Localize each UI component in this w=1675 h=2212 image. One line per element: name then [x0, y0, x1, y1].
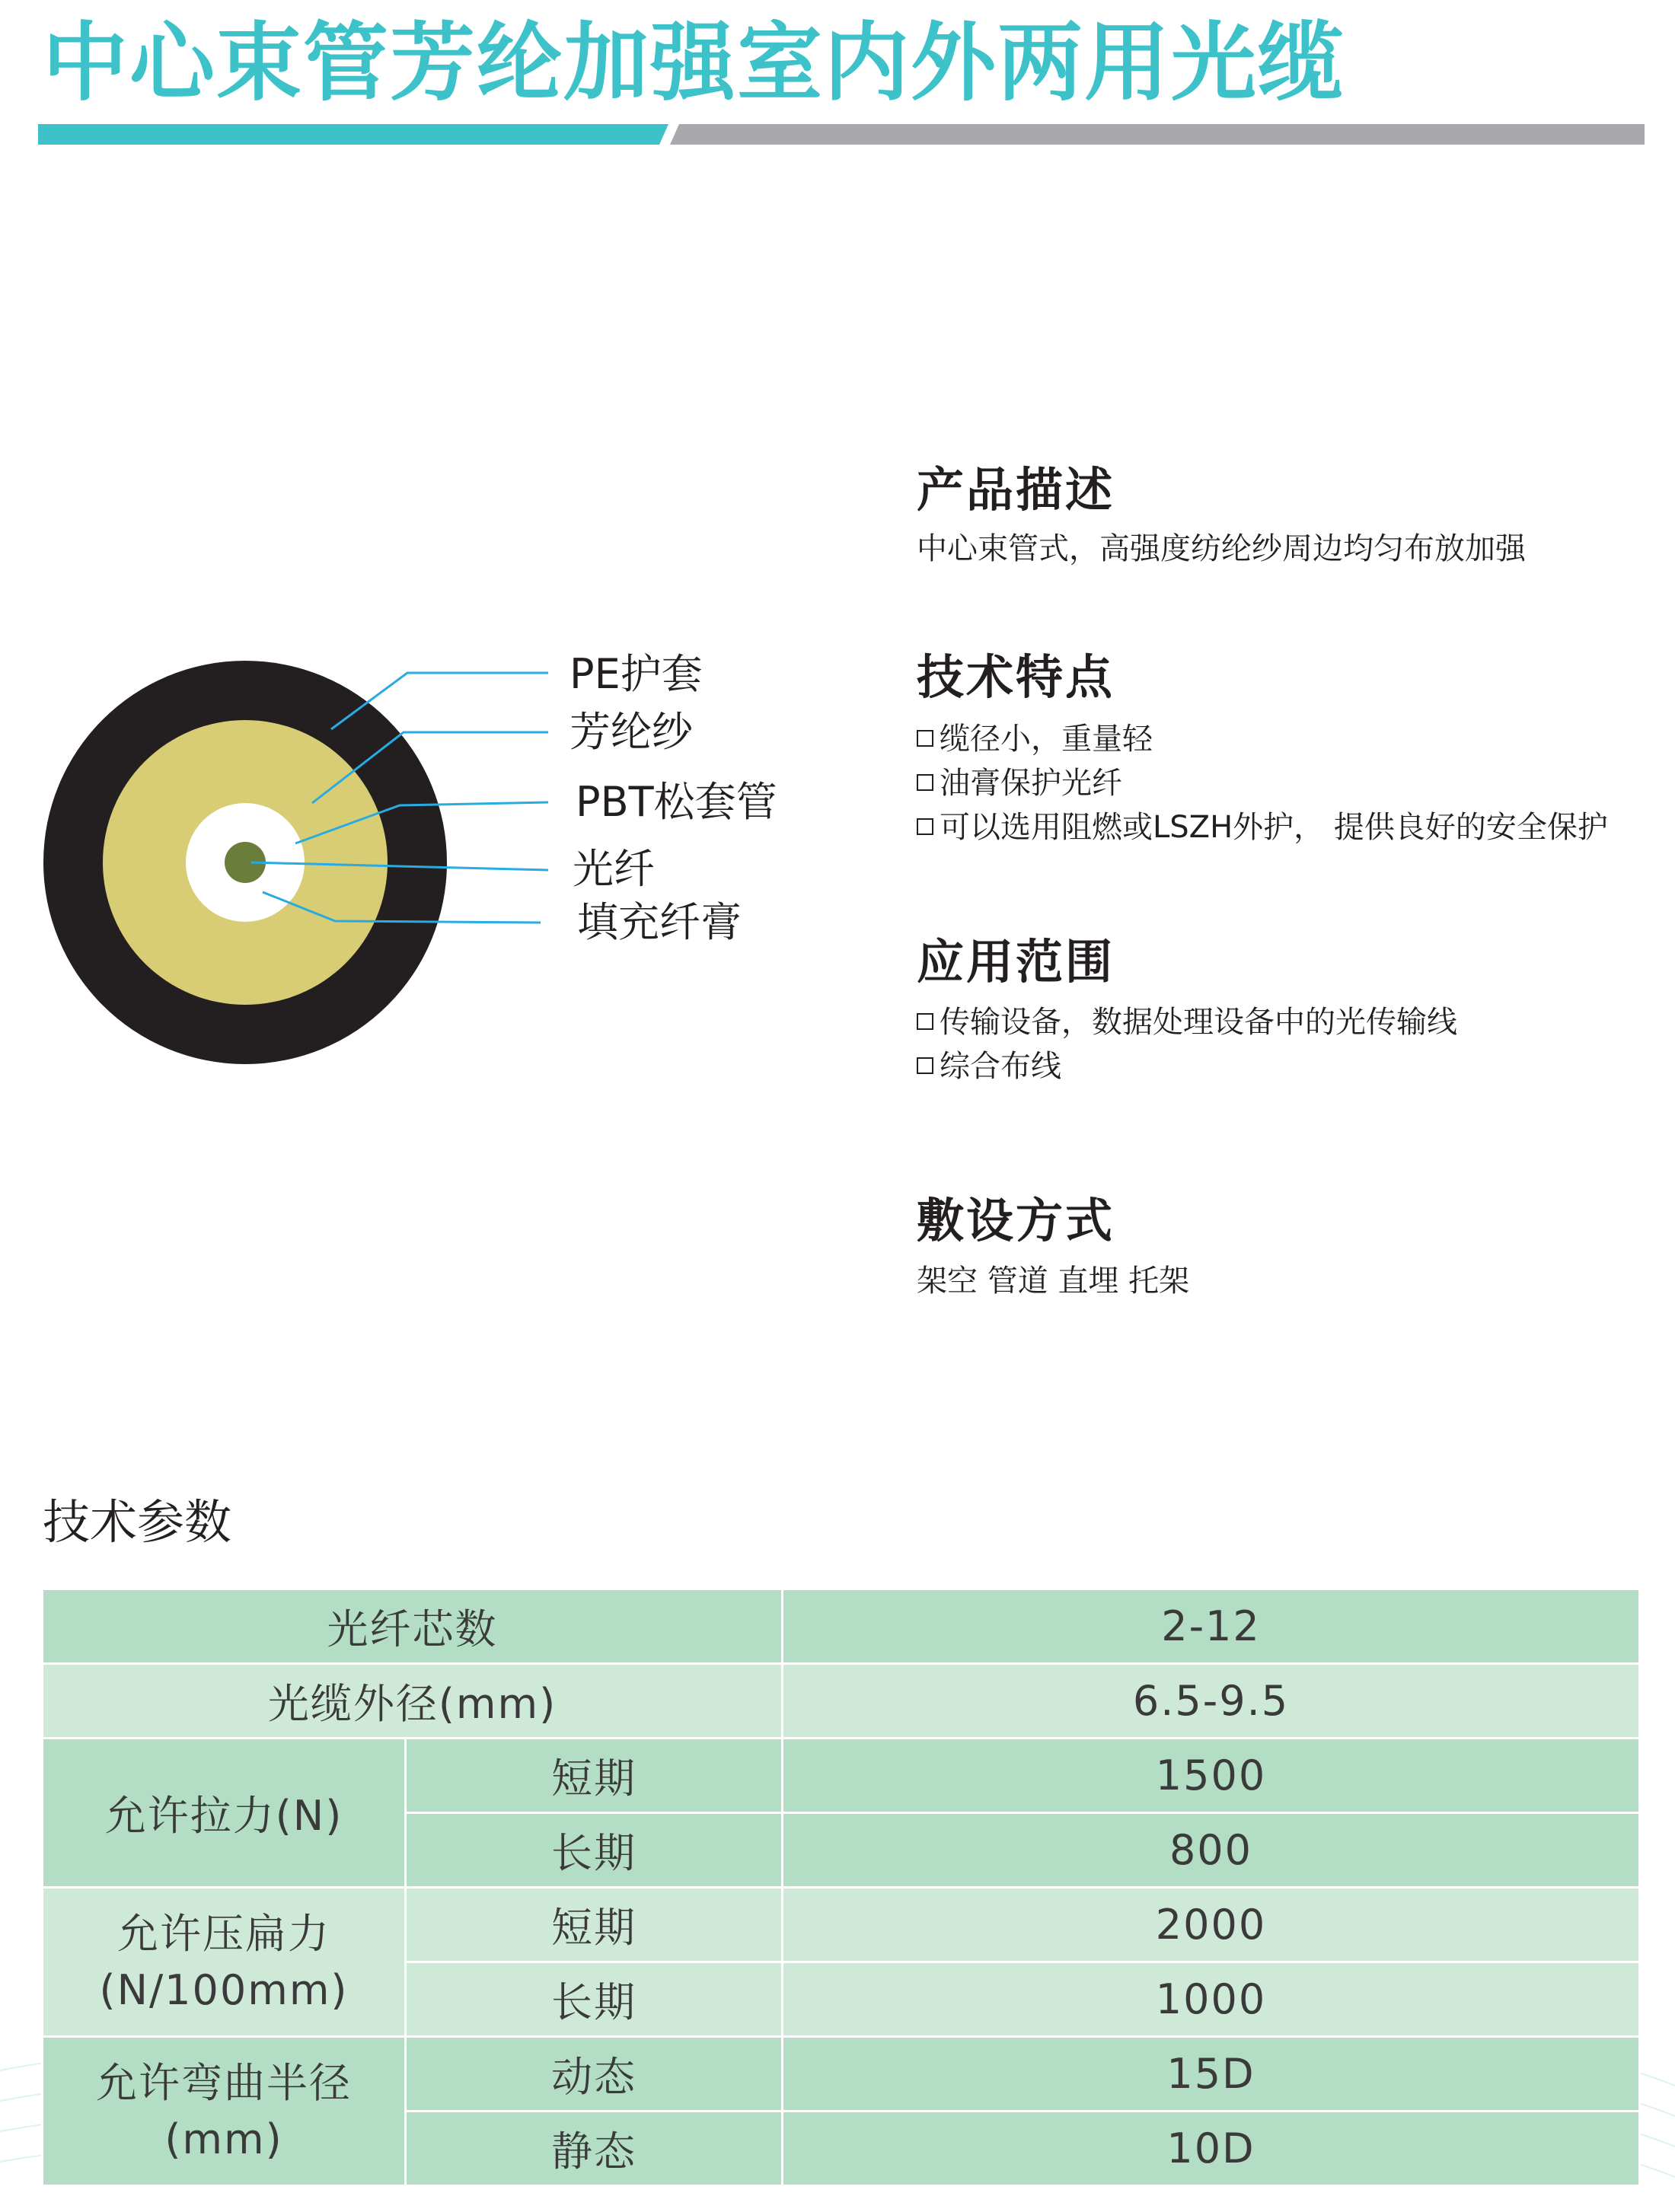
- table-row: [43, 1888, 1640, 1962]
- bullet-square-icon: [917, 774, 933, 791]
- label-aramid-yarn: 芳纶纱: [570, 708, 693, 756]
- feature-item: 油膏保护光纤: [917, 761, 1608, 805]
- params-heading: 技术参数: [43, 1494, 232, 1550]
- param-value-diameter: 6.5-9.5: [783, 1664, 1640, 1739]
- param-label-crush-line1: 允许压扁力: [117, 1909, 330, 1958]
- feature-item: 可以选用阻燃或LSZH外护， 提供良好的安全保护: [917, 805, 1608, 849]
- bullet-square-icon: [917, 1057, 933, 1074]
- param-label-crush: [43, 1888, 406, 2037]
- title-bar-accent: [38, 124, 668, 145]
- installation-text: 架空 管道 直埋 托架: [917, 1264, 1190, 1299]
- param-value-crush-long: 1000: [783, 1962, 1640, 2037]
- table-row: [43, 2037, 1640, 2112]
- bullet-square-icon: [917, 730, 933, 747]
- table-row: [43, 1589, 1640, 1664]
- feature-item: 缆径小，重量轻: [917, 717, 1608, 761]
- section-installation: [917, 1190, 1189, 1303]
- param-sublabel-bend-dynamic: 动态: [406, 2037, 783, 2112]
- section-applications: [917, 932, 1457, 1088]
- label-pe-jacket: PE护套: [570, 650, 703, 698]
- description-text: 中心束管式，高强度纺纶纱周边均匀布放加强: [917, 531, 1526, 566]
- param-value-tensile-short: 1500: [783, 1739, 1640, 1813]
- section-heading: 产品描述: [917, 462, 1115, 518]
- title-bar-gray: [670, 124, 1645, 145]
- param-label-tensile: 允许拉力(N): [43, 1739, 406, 1888]
- param-sublabel-crush-short: 短期: [406, 1888, 783, 1962]
- param-sublabel-tensile-long: 长期: [406, 1813, 783, 1888]
- cable-cross-section-diagram: [0, 609, 838, 1081]
- spec-table: [41, 1588, 1641, 2187]
- param-value-bend-dynamic: 15D: [783, 2037, 1640, 2112]
- bullet-square-icon: [917, 818, 933, 835]
- section-heading: 应用范围: [917, 934, 1115, 990]
- title-underline-bar: [0, 122, 1675, 145]
- table-row: [43, 1664, 1640, 1739]
- param-sublabel-tensile-short: 短期: [406, 1739, 783, 1813]
- param-value-crush-short: 2000: [783, 1888, 1640, 1962]
- bullet-square-icon: [917, 1013, 933, 1030]
- section-description: [917, 460, 1526, 571]
- param-label-fiber-count: 光纤芯数: [43, 1589, 783, 1664]
- section-heading: 技术特点: [917, 649, 1115, 705]
- table-row: [43, 1739, 1640, 1813]
- param-label-bend: [43, 2037, 406, 2186]
- application-item: 综合布线: [917, 1044, 1457, 1088]
- param-label-bend-line2: (mm): [164, 2115, 283, 2163]
- param-value-tensile-long: 800: [783, 1813, 1640, 1888]
- param-sublabel-bend-static: 静态: [406, 2112, 783, 2186]
- param-label-diameter: 光缆外径(mm): [43, 1664, 783, 1739]
- label-filling-gel: 填充纤膏: [577, 898, 742, 946]
- label-pbt-tube: PBT松套管: [576, 778, 777, 826]
- param-sublabel-crush-long: 长期: [406, 1962, 783, 2037]
- param-label-crush-line2: (N/100mm): [99, 1965, 349, 2014]
- label-optical-fiber: 光纤: [573, 845, 655, 893]
- param-value-bend-static: 10D: [783, 2112, 1640, 2186]
- section-heading: 敷设方式: [917, 1193, 1115, 1248]
- param-value-fiber-count: 2-12: [783, 1589, 1640, 1664]
- application-item: 传输设备，数据处理设备中的光传输线: [917, 1000, 1457, 1044]
- page-title: 中心束管芳纶加强室内外两用光缆: [43, 14, 1345, 113]
- param-label-bend-line1: 允许弯曲半径: [96, 2058, 352, 2107]
- section-features: [917, 647, 1608, 849]
